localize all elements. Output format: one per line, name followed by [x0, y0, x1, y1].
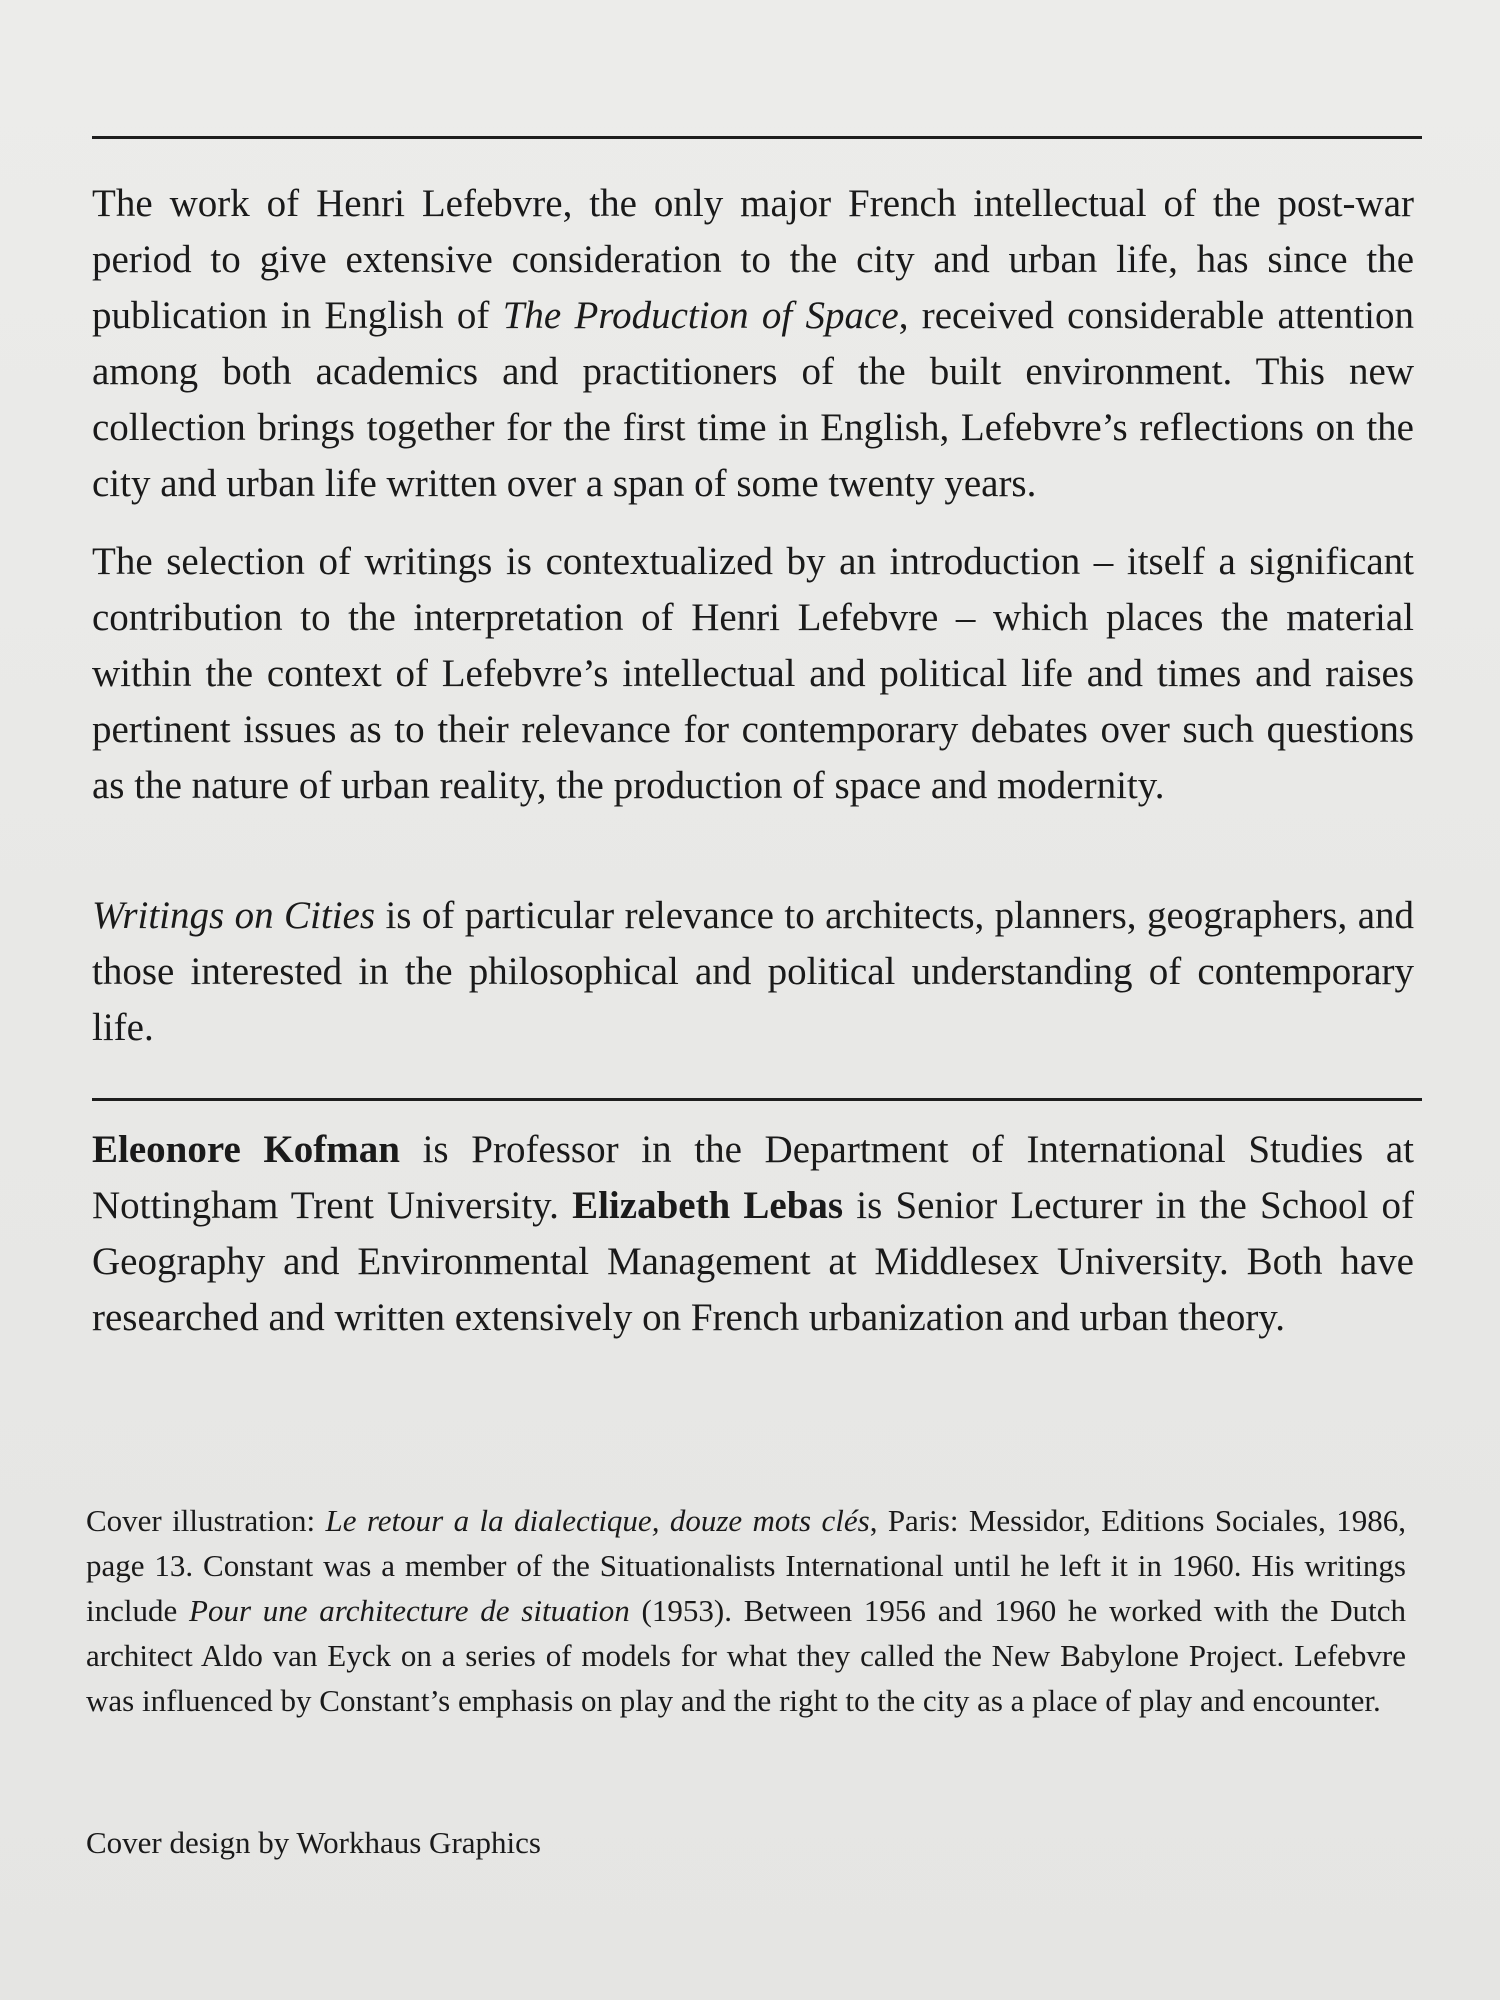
- book-title-italic: Writings on Cities: [92, 894, 376, 937]
- authors-bio: [92, 1122, 1414, 1346]
- cover-design-credit: Cover design by Workhaus Graphics: [86, 1825, 541, 1860]
- work-title-italic: Le retour a la dialectique, douze mots clés: [325, 1503, 870, 1538]
- top-rule: [92, 136, 1422, 139]
- middle-rule: [92, 1098, 1422, 1101]
- author-name: Eleonore Kofman: [92, 1128, 400, 1171]
- description-text: The work of Henri Lefebvre, the only major French intellectual of the post-war period to give extensive consideration to the city and urban life, has since the publication in English of: [92, 182, 1414, 337]
- description-text: is of particular relevance to architects, planners, geographers, and those interested in the philosophical and political understanding of contemporary life.: [92, 894, 1415, 1049]
- cover-illustration-credit: [86, 1498, 1406, 1723]
- author-bio-text: is Professor in the Department of International Studies at Nottingham Trent University.: [92, 1128, 1414, 1227]
- author-name: Elizabeth Lebas: [572, 1184, 844, 1227]
- description-paragraph-1: [92, 176, 1414, 512]
- credit-text: (1953). Between 1956 and 1960 he worked with the Dutch architect Aldo van Eyck on a series of models for what they called the New Babylone Project. Lefebvre was influenced by Constant’s emphasis on play and the right to the city as a place of play and encounter.: [86, 1593, 1406, 1718]
- description-text: , received considerable attention among both academics and practitioners of the built environment. This new collection brings together for the first time in English, Lefebvre’s reflections on the city and urban life written over a span of some twenty years.: [92, 294, 1414, 505]
- credit-text: , Paris: Messidor, Editions Sociales, 1986, page 13. Constant was a member of the Situationalists International until he left it in 1960. His writings include: [86, 1503, 1407, 1628]
- credit-label: Cover illustration:: [86, 1503, 326, 1538]
- book-title-italic: The Production of Space: [502, 294, 899, 337]
- description-paragraph-3: [92, 888, 1414, 1056]
- description-paragraph-2: The selection of writings is contextualized by an introduction – itself a significant contribution to the interpretation of Henri Lefebvre – which places the material within the context of Lefebvre’s intellectual and political life and times and raises pertinent issues as to their relevance for contemporary debates over such questions as the nature of urban reality, the production of space and modernity.: [92, 540, 1414, 807]
- work-title-italic: Pour une architecture de situation: [189, 1593, 630, 1628]
- author-bio-text: is Senior Lecturer in the School of Geography and Environmental Management at Middlesex University. Both have researched and written extensively on French urbanization and urban theory.: [92, 1184, 1414, 1339]
